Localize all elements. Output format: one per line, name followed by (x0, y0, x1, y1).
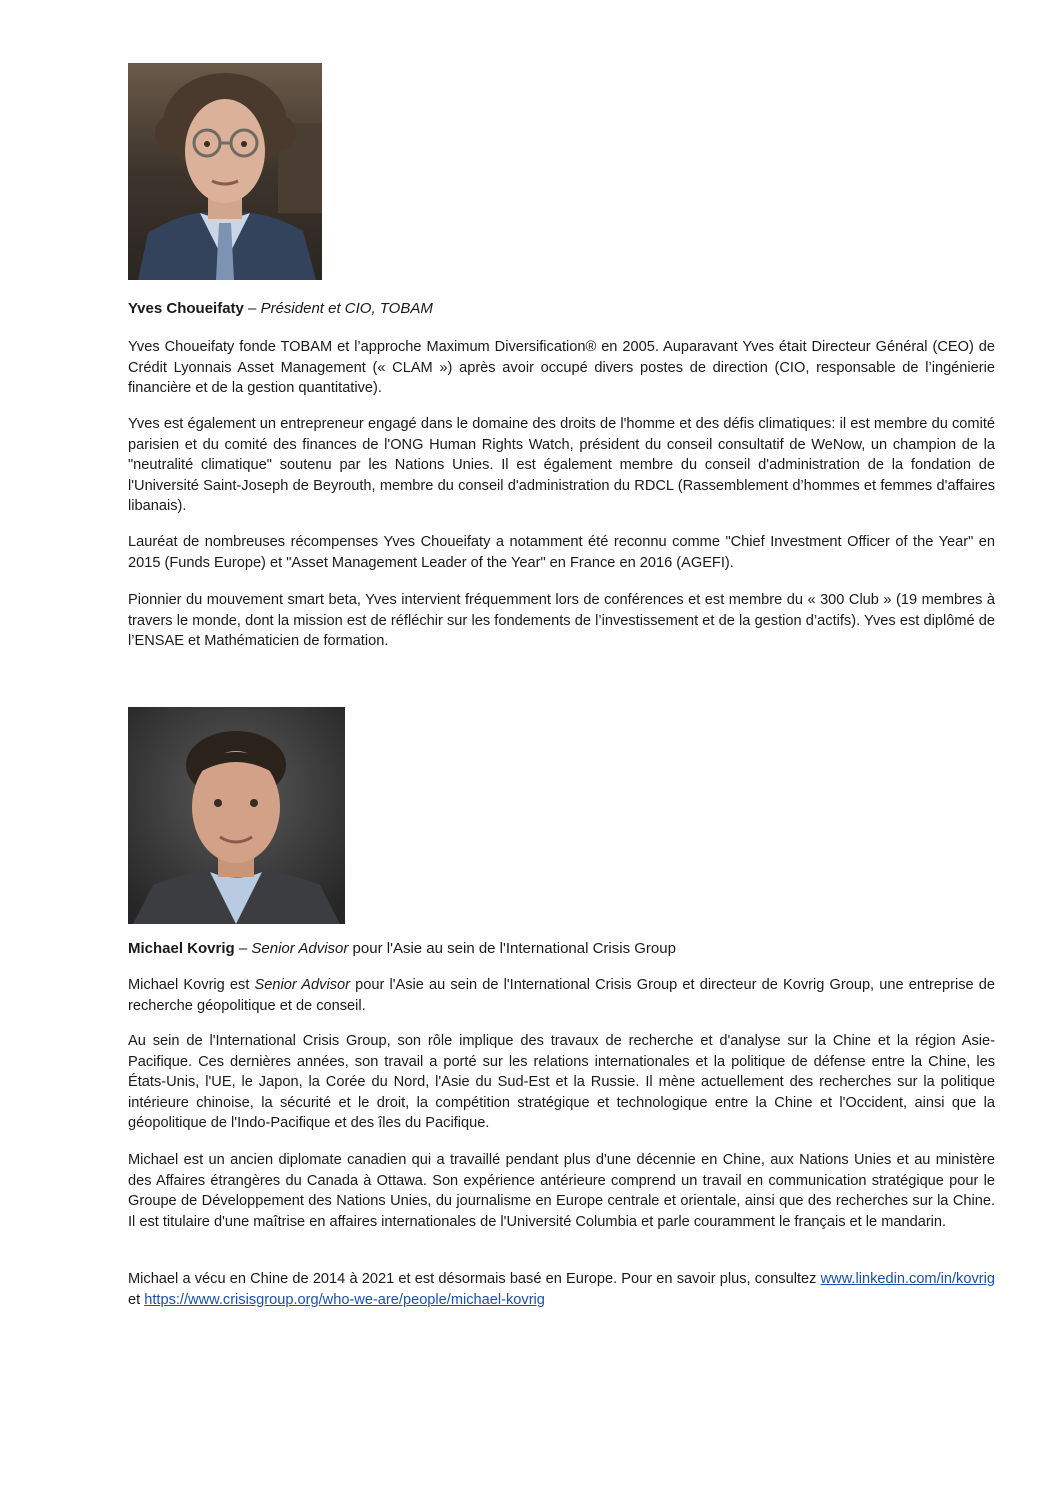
bio-paragraph (128, 1269, 995, 1310)
bio-paragraph (128, 975, 995, 1016)
text-span: Michael a vécu en Chine de 2014 à 2021 et est désormais basé en Europe. Pour en savoir plus, consultez (128, 1271, 821, 1287)
portrait-michael-kovrig (128, 707, 345, 924)
bio-heading-1 (128, 299, 433, 319)
person-name: Yves Choueifaty (128, 300, 244, 317)
separator: – (243, 300, 261, 317)
person-role-suffix: pour l'Asie au sein de l'International Crisis Group (348, 940, 676, 957)
bio-paragraph: Yves est également un entrepreneur engagé dans le domaine des droits de l'homme et des défis climatiques: il est membre du comité parisien et du comité des finances de l'ONG Human Rights Watch, président du conseil consultatif de WeNow, un champion de la "neutralité climatique" soutenu par les Nations Unies. Il est également membre du conseil d'administration de la fondation de l'Université Saint-Joseph de Beyrouth, membre du conseil d'administration du RDCL (Rassemblement d’hommes et femmes d'affaires libanais). (128, 416, 995, 515)
crisisgroup-link[interactable]: https://www.crisisgroup.org/who-we-are/people/michael-kovrig (144, 1291, 545, 1308)
bio-paragraph: Au sein de l'International Crisis Group, son rôle implique des travaux de recherche et d'analyse sur la Chine et la région Asie-Pacifique. Ces dernières années, son travail a porté sur les relations internationales et la politique de défense entre la Chine, les États-Unis, l'UE, le Japon, la Corée du Nord, l'Asie du Sud-Est et la Russie. Il mène actuellement des recherches sur la politique intérieure chinoise, la sécurité et le droit, la compétition stratégique et technologique entre la Chine et l'Occident, ainsi que la géopolitique de l'Indo-Pacifique et des îles du Pacifique. (128, 1033, 995, 1132)
bio-paragraph: Yves Choueifaty fonde TOBAM et l’approche Maximum Diversification® en 2005. Auparavant Yves était Directeur Général (CEO) de Crédit Lyonnais Asset Management (« CLAM ») après avoir occupé divers postes de direction (CIO, responsable de l’ingénierie financière et de la gestion quantitative). (128, 339, 995, 397)
text-span: pour l'Asie au sein de l'International Crisis Group et directeur de Kovrig Group, une entreprise de recherche géopolitique et de conseil. (128, 977, 995, 1014)
bio-heading-2 (128, 939, 676, 959)
bio-paragraph: Lauréat de nombreuses récompenses Yves Choueifaty a notamment été reconnu comme "Chief Investment Officer of the Year" en 2015 (Funds Europe) et "Asset Management Leader of the Year" en France en 2016 (AGEFI). (128, 534, 995, 571)
italic-text: Senior Advisor (254, 977, 350, 993)
text-span: Michael Kovrig est (128, 977, 255, 993)
bio-paragraph: Pionnier du mouvement smart beta, Yves intervient fréquemment lors de conférences et est membre du « 300 Club » (19 membres à travers le monde, dont la mission est de réfléchir sur les fondements de l’investissement et de la gestion d’actifs). Yves est diplômé de l’ENSAE et Mathématicien de formation. (128, 592, 995, 650)
bio-paragraph: Michael est un ancien diplomate canadien qui a travaillé pendant plus d'une décennie en Chine, aux Nations Unies et au ministère des Affaires étrangères du Canada à Ottawa. Son expérience antérieure comprend un travail en communication stratégique pour le Groupe de Développement des Nations Unies, du journalisme en Europe centrale et orientale, ainsi que des recherches sur la Chine. Il est titulaire d'une maîtrise en affaires internationales de l'Université Columbia et parle couramment le français et le mandarin. (128, 1152, 995, 1230)
person-role: Président et CIO, TOBAM (260, 300, 433, 317)
person-role: Senior Advisor (251, 940, 349, 957)
separator: – (234, 940, 252, 957)
linkedin-link[interactable]: www.linkedin.com/in/kovrig (820, 1271, 995, 1287)
portrait-yves-choueifaty (128, 63, 322, 280)
text-span: et (128, 1291, 145, 1308)
person-name: Michael Kovrig (128, 940, 235, 957)
